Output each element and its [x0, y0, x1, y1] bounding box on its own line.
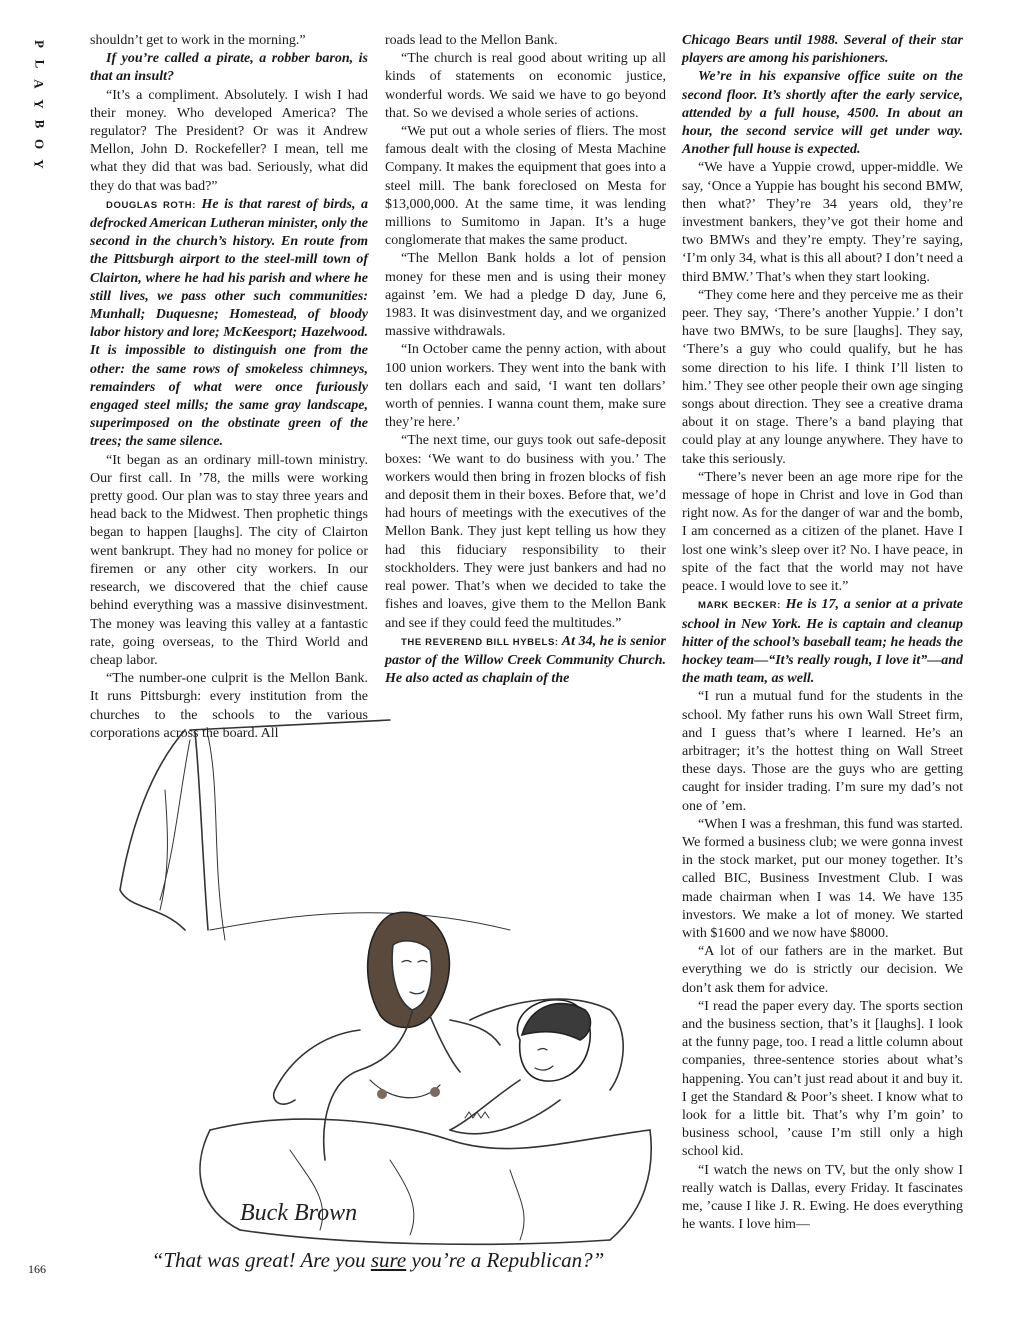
paragraph: “A lot of our fathers are in the market. But everything we do is strictly our decision. We don’t ask them for advice. [682, 944, 963, 996]
article-column-1 [90, 32, 368, 743]
masthead-letter: A [31, 79, 47, 89]
paragraph: “We put out a whole series of fliers. The most famous dealt with the closing of Mesta Machine Company. It makes the equipment that goes into a steel mill. The bank foreclosed on Mesta for $13,000,000. At the same time, it was lending millions to Sumitomo in Japan. It’s a huge conglomerate that makes the same product. [385, 124, 666, 249]
speaker-description: At 34, he is senior pastor of the Willow Creek Community Church. He also acted as chaplain of the [385, 633, 666, 687]
interview-question: If you’re called a pirate, a robber baron, is that an insult? [90, 51, 368, 85]
cartoonist-signature: Buck Brown [240, 1200, 358, 1226]
speaker-name: MARK BECKER: [698, 600, 781, 612]
page-number: 166 [28, 1262, 46, 1276]
scene-description: We’re in his expansive office suite on the second floor. It’s shortly after the early service, attended by a full house, 4500. In about an hour, the second service will get under way. Another full house is expected. [682, 69, 963, 158]
cartoon-illustration [90, 700, 662, 1250]
paragraph: “It’s a compliment. Absolutely. I wish I had their money. Who developed America? The regulator? The President? Or was it Andrew Mellon, John D. Rockefeller? I mean, tell me what they did that was bad. Seriously, what did they do that was bad?” [90, 87, 368, 194]
masthead-letter: B [31, 119, 47, 129]
paragraph: “They come here and they perceive me as their peer. They say, ‘There’s another Yuppie.’ I don’t have two BMWs, to be sure [laughs]. They say, ‘There’s a guy who could qualify, but he has some direction to his life. I think I’ll listen to him.’ They see other people their own age singing songs about direction. They see a creative drama about it on stage. There’s a band playing that could play at any lounge anywhere. They have to take this seriously. [682, 287, 963, 467]
paragraph: “It began as an ordinary mill-town ministry. Our first call. In ’78, the mills were working pretty good. Our plan was to stay three years and head back to the Midwest. Then prophetic things began to happen [laughs]. The city of Clairton went bankrupt. They had no money for police or firemen or any other city workers. In our research, we discovered that the chief cause behind everything was a massive disinvestment. The money was leaving this valley at a fantastic rate, going overseas, to the Third World and cheap labor. [90, 452, 368, 668]
paragraph: shouldn’t get to work in the morning.” [90, 33, 306, 48]
speaker-name: DOUGLAS ROTH: [106, 199, 197, 211]
speaker-name: THE REVEREND BILL HYBELS: [401, 636, 559, 648]
paragraph: roads lead to the Mellon Bank. [385, 33, 558, 48]
paragraph: “The number-one culprit is the Mellon Bank. It runs Pittsburgh: every institution from the churches to the schools to the various corporations across the board. All [90, 671, 368, 741]
paragraph: “We have a Yuppie crowd, upper-middle. We say, ‘Once a Yuppie has bought his second BMW, then what?’ They’re 34 years old, they’re investment bankers, they’ve got their home and two BMWs and they’re empty. They’re saying, ‘I’m only 34, what is this all about? I don’t need a third BMW.’ That’s when they start looking. [682, 160, 963, 285]
paragraph: “The Mellon Bank holds a lot of pension money for these men and is using their money against ’em. We had a pledge D day, June 6, 1983. It was disinvestment day, and we organized massive withdrawals. [385, 251, 666, 340]
paragraph: “I read the paper every day. The sports section and the business section, that’s it [laughs]. I look at the funny page, too. I read a little column about companies, three-sentence stories about what’s happening. You can’t just read about it and buy it. I get the Standard & Poor’s sheet. I know what to look for a little bit. That’s why I’m goin’ to business school, ’cause I’m still only a high school kid. [682, 998, 963, 1160]
masthead-letter: P [31, 40, 47, 48]
speaker-intro [90, 196, 368, 452]
masthead-playboy [24, 34, 54, 174]
paragraph: “The church is real good about writing up all kinds of statements on economic justice, wonderful words. We said we have to go beyond that. So we devised a whole series of actions. [385, 51, 666, 121]
article-column-2 [385, 32, 666, 688]
cartoon-caption [90, 1248, 666, 1273]
masthead-letter: O [32, 138, 47, 150]
caption-emphasis: sure [370, 1248, 407, 1272]
paragraph: “When I was a freshman, this fund was started. We formed a business club; we were gonna invest in the stock market, put our money together. It’s called BIC, Business Investment Club. I was made chairman when I was 14. We have 135 investors. We make a lot of money. We started with $1600 and we now have $8000. [682, 816, 963, 941]
masthead-letter: Y [31, 159, 47, 169]
paragraph: “There’s never been an age more ripe for the message of hope in Christ and love in God than right now. As for the danger of war and the bomb, I am concerned as a citizen of the planet. Have I lost one wink’s sleep over it? No. I have peace, in spite of the fact that the world may not have peace. I would love to see it.” [682, 469, 963, 595]
cartoon-drawing [90, 700, 662, 1250]
paragraph: “I run a mutual fund for the students in the school. My father runs his own Wall Street firm, and I guess that’s where I learned. He’s an arbitrager; it’s the hottest thing on Wall Street these days. Those are the guys who are getting caught for insider trading. I’m sure my dad’s not one of ’em. [682, 689, 963, 814]
caption-after: you’re a Republican?” [406, 1248, 605, 1272]
masthead-letter: Y [31, 99, 47, 109]
speaker-intro [682, 596, 963, 688]
speaker-description: He is 17, a senior at a private school in New York. He is captain and cleanup hitter of the school’s baseball team; he heads the hockey team—“It’s really rough, I love it”—and the math team, as well. [682, 597, 963, 687]
paragraph: “I watch the news on TV, but the only show I really watch is Dallas, every Friday. It fascinates me, ’cause I like J. R. Ewing. He does everything he wants. I love him— [682, 1162, 963, 1233]
speaker-description: He is that rarest of birds, a defrocked American Lutheran minister, only the second in the church’s history. En route from the Pittsburgh airport to the steel-mill town of Clairton, where he had his parish and where he still lives, we pass other such communities: Munhall; Duquesne; Homestead, of bloody labor history and lore; McKeesport; Hazelwood. It is impossible to distinguish one from the other: the same rows of smokeless chimneys, remainders of what were once furiously engaged steel mills; the same gray landscape, superimposed on the obstinate green of the trees; the same silence. [90, 196, 368, 450]
paragraph: “In October came the penny action, with about 100 union workers. They went into the bank with ten dollars each and said, ‘I want ten dollars’ worth of pennies. I wanna count them, make sure they’re here.’ [385, 342, 666, 431]
caption-before: “That was great! Are you [151, 1248, 371, 1272]
article-column-3 [682, 32, 963, 1234]
signature [240, 1200, 357, 1226]
speaker-description-continued: Chicago Bears until 1988. Several of their star players are among his parishioners. [682, 33, 963, 67]
speaker-intro [385, 633, 666, 689]
paragraph: “The next time, our guys took out safe-deposit boxes: ‘We want to do business with you.’ The workers would then bring in frozen blocks of fish and deposit them in their boxes. Before that, we’d had hours of meetings with the executives of the Mellon Bank. They just kept telling us how they had this fiduciary responsibility to their stockholders. They were just bankers and had no real power. That’s when we decided to take the fishes and loaves, give them to the Mellon Bank and see if they could feed the multitudes.” [385, 433, 666, 631]
masthead-letter: L [31, 59, 47, 69]
